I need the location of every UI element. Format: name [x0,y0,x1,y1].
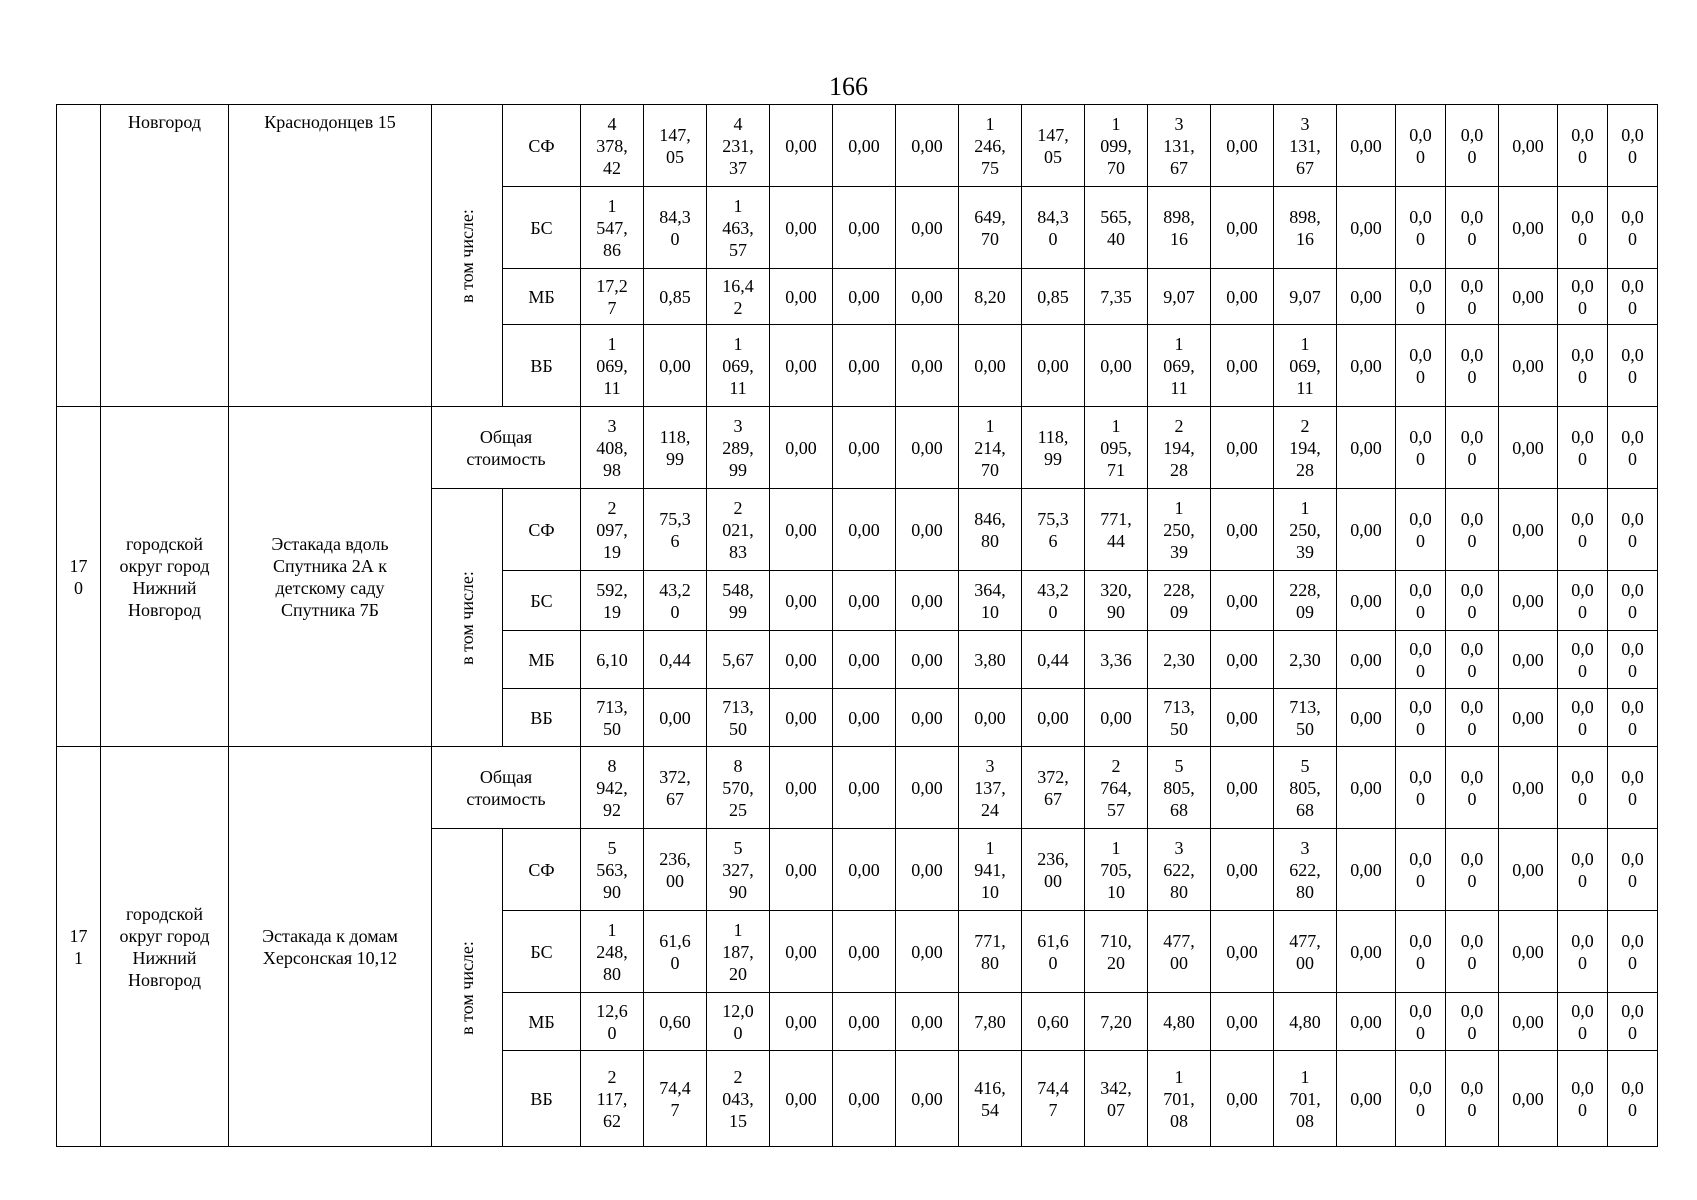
value-cell: 12,0 0 [707,993,770,1051]
value-cell: 75,3 6 [1022,489,1085,571]
value-cell: 0,0 0 [1446,269,1499,325]
value-cell: 0,00 [896,993,959,1051]
table-row [57,747,1658,829]
value-cell: 0,00 [1211,1051,1274,1147]
value-cell: 0,0 0 [1396,269,1446,325]
value-cell: 8 942, 92 [581,747,644,829]
value-cell: 0,00 [770,829,833,911]
value-cell: 710, 20 [1085,911,1148,993]
value-cell: 4 378, 42 [581,105,644,187]
value-cell: 3 131, 67 [1148,105,1211,187]
value-cell: 846, 80 [959,489,1022,571]
value-cell: 7,20 [1085,993,1148,1051]
value-cell: 0,00 [770,489,833,571]
value-cell: 477, 00 [1274,911,1337,993]
value-cell: 0,00 [833,631,896,689]
value-cell: 0,0 0 [1608,489,1658,571]
value-cell: 84,3 0 [644,187,707,269]
value-cell: 0,00 [1337,325,1396,407]
total-cost-label: Общая стоимость [432,747,581,829]
value-cell: 147, 05 [1022,105,1085,187]
value-cell: 9,07 [1148,269,1211,325]
value-cell: 0,0 0 [1446,325,1499,407]
value-cell: 0,0 0 [1608,325,1658,407]
value-cell: 0,0 0 [1558,187,1608,269]
funding-source-label: СФ [503,105,581,187]
value-cell: 0,85 [1022,269,1085,325]
value-cell: 118, 99 [1022,407,1085,489]
value-cell: 0,00 [1337,993,1396,1051]
value-cell: 0,00 [833,269,896,325]
value-cell: 0,0 0 [1558,269,1608,325]
value-cell: 0,0 0 [1608,911,1658,993]
funding-source-label: ВБ [503,1051,581,1147]
value-cell: 3,36 [1085,631,1148,689]
value-cell: 0,00 [896,631,959,689]
value-cell: 0,44 [1022,631,1085,689]
value-cell: 0,00 [1211,571,1274,631]
value-cell: 0,0 0 [1558,631,1608,689]
value-cell: 1 248, 80 [581,911,644,993]
value-cell: 0,85 [644,269,707,325]
value-cell: 1 246, 75 [959,105,1022,187]
value-cell: 0,0 0 [1396,489,1446,571]
value-cell: 0,00 [833,689,896,747]
value-cell: 2 097, 19 [581,489,644,571]
value-cell: 1 069, 11 [1148,325,1211,407]
value-cell: 0,00 [1211,689,1274,747]
value-cell: 2 043, 15 [707,1051,770,1147]
value-cell: 1 250, 39 [1148,489,1211,571]
value-cell: 0,00 [1337,829,1396,911]
value-cell: 0,0 0 [1446,489,1499,571]
value-cell: 0,00 [833,489,896,571]
value-cell: 0,00 [770,407,833,489]
value-cell: 771, 44 [1085,489,1148,571]
value-cell: 0,0 0 [1558,325,1608,407]
value-cell: 0,00 [1211,407,1274,489]
value-cell: 0,44 [644,631,707,689]
value-cell: 147, 05 [644,105,707,187]
value-cell: 0,00 [1499,631,1558,689]
district-cell: городской округ город Нижний Новгород [101,407,229,747]
value-cell: 0,00 [1499,993,1558,1051]
value-cell: 0,0 0 [1446,689,1499,747]
value-cell: 0,00 [770,993,833,1051]
value-cell: 7,80 [959,993,1022,1051]
value-cell: 74,4 7 [1022,1051,1085,1147]
in-total-vertical-label [432,489,503,747]
value-cell: 0,00 [1337,187,1396,269]
value-cell: 0,0 0 [1396,631,1446,689]
value-cell: 6,10 [581,631,644,689]
value-cell: 0,00 [1499,105,1558,187]
value-cell: 0,00 [1337,631,1396,689]
value-cell: 0,00 [896,407,959,489]
value-cell: 0,00 [833,993,896,1051]
page-number: 166 [829,72,868,101]
value-cell: 0,0 0 [1608,993,1658,1051]
funding-source-label: МБ [503,993,581,1051]
value-cell: 0,00 [1022,325,1085,407]
value-cell: 0,0 0 [1446,407,1499,489]
value-cell: 0,0 0 [1558,747,1608,829]
value-cell: 1 941, 10 [959,829,1022,911]
value-cell: 416, 54 [959,1051,1022,1147]
value-cell: 0,00 [770,269,833,325]
value-cell: 713, 50 [1274,689,1337,747]
value-cell: 0,00 [1337,571,1396,631]
value-cell: 0,0 0 [1558,407,1608,489]
value-cell: 898, 16 [1274,187,1337,269]
value-cell: 3 137, 24 [959,747,1022,829]
value-cell: 0,00 [833,911,896,993]
value-cell: 12,6 0 [581,993,644,1051]
value-cell: 0,0 0 [1558,105,1608,187]
value-cell: 1 099, 70 [1085,105,1148,187]
funding-source-label: БС [503,571,581,631]
object-name-cell: Эстакада вдоль Спутника 2А к детскому саду Спутника 7Б [229,407,432,747]
value-cell: 0,00 [896,105,959,187]
value-cell: 0,00 [896,187,959,269]
value-cell: 228, 09 [1148,571,1211,631]
in-total-label-text: в том числе: [457,940,477,1035]
value-cell: 0,0 0 [1396,571,1446,631]
value-cell: 4 231, 37 [707,105,770,187]
value-cell: 0,00 [770,105,833,187]
in-total-vertical-label [432,829,503,1147]
value-cell: 0,0 0 [1446,829,1499,911]
value-cell: 713, 50 [707,689,770,747]
value-cell: 0,00 [1211,269,1274,325]
value-cell: 84,3 0 [1022,187,1085,269]
value-cell: 320, 90 [1085,571,1148,631]
value-cell: 0,0 0 [1608,631,1658,689]
value-cell: 0,00 [770,689,833,747]
value-cell: 0,0 0 [1446,105,1499,187]
value-cell: 0,00 [1499,911,1558,993]
value-cell: 0,0 0 [1608,407,1658,489]
value-cell: 0,0 0 [1608,1051,1658,1147]
value-cell: 0,00 [1211,489,1274,571]
value-cell: 0,0 0 [1608,105,1658,187]
value-cell: 0,0 0 [1558,571,1608,631]
value-cell: 16,4 2 [707,269,770,325]
funding-source-label: ВБ [503,325,581,407]
value-cell: 0,00 [1337,489,1396,571]
value-cell: 0,00 [770,325,833,407]
value-cell: 771, 80 [959,911,1022,993]
value-cell: 0,0 0 [1446,571,1499,631]
object-name-cell: Эстакада к домам Херсонская 10,12 [229,747,432,1147]
value-cell: 898, 16 [1148,187,1211,269]
value-cell: 649, 70 [959,187,1022,269]
funding-source-label: СФ [503,489,581,571]
value-cell: 0,00 [1337,269,1396,325]
value-cell: 1 250, 39 [1274,489,1337,571]
value-cell: 5,67 [707,631,770,689]
value-cell: 3 289, 99 [707,407,770,489]
value-cell: 713, 50 [581,689,644,747]
value-cell: 118, 99 [644,407,707,489]
value-cell: 0,0 0 [1396,747,1446,829]
value-cell: 0,00 [833,1051,896,1147]
total-cost-label: Общая стоимость [432,407,581,489]
value-cell: 0,00 [959,689,1022,747]
value-cell: 0,00 [1499,187,1558,269]
district-cell: Новгород [101,105,229,407]
value-cell: 0,0 0 [1396,689,1446,747]
value-cell: 0,0 0 [1446,631,1499,689]
value-cell: 0,60 [1022,993,1085,1051]
row-number: 17 1 [57,747,101,1147]
value-cell: 3 131, 67 [1274,105,1337,187]
value-cell: 0,00 [1211,325,1274,407]
value-cell: 477, 00 [1148,911,1211,993]
funding-source-label: БС [503,187,581,269]
value-cell: 0,0 0 [1446,993,1499,1051]
value-cell: 0,0 0 [1558,1051,1608,1147]
value-cell: 0,00 [1211,105,1274,187]
value-cell: 0,0 0 [1608,187,1658,269]
value-cell: 0,0 0 [1446,747,1499,829]
value-cell: 0,0 0 [1396,325,1446,407]
row-number [57,105,101,407]
funding-source-label: БС [503,911,581,993]
value-cell: 1 069, 11 [581,325,644,407]
value-cell: 0,0 0 [1446,911,1499,993]
value-cell: 0,0 0 [1558,489,1608,571]
value-cell: 0,0 0 [1396,187,1446,269]
object-name-cell: Краснодонцев 15 [229,105,432,407]
value-cell: 364, 10 [959,571,1022,631]
value-cell: 565, 40 [1085,187,1148,269]
value-cell: 0,00 [1211,993,1274,1051]
value-cell: 0,00 [833,747,896,829]
value-cell: 0,00 [896,571,959,631]
value-cell: 0,00 [833,407,896,489]
value-cell: 0,00 [1085,325,1148,407]
value-cell: 0,00 [896,489,959,571]
value-cell: 43,2 0 [644,571,707,631]
value-cell: 0,00 [896,911,959,993]
value-cell: 0,0 0 [1446,1051,1499,1147]
value-cell: 0,0 0 [1396,911,1446,993]
value-cell: 1 095, 71 [1085,407,1148,489]
value-cell: 0,00 [770,571,833,631]
value-cell: 0,0 0 [1608,747,1658,829]
value-cell: 0,00 [833,187,896,269]
value-cell: 0,00 [896,269,959,325]
value-cell: 1 547, 86 [581,187,644,269]
value-cell: 0,00 [1499,325,1558,407]
value-cell: 0,00 [1337,911,1396,993]
value-cell: 0,0 0 [1396,1051,1446,1147]
value-cell: 0,60 [644,993,707,1051]
value-cell: 3 408, 98 [581,407,644,489]
value-cell: 0,00 [833,829,896,911]
value-cell: 0,0 0 [1608,571,1658,631]
value-cell: 0,00 [1499,269,1558,325]
value-cell: 2 194, 28 [1274,407,1337,489]
value-cell: 372, 67 [644,747,707,829]
value-cell: 0,0 0 [1558,911,1608,993]
table-row [57,407,1658,489]
value-cell: 4,80 [1148,993,1211,1051]
district-cell: городской округ город Нижний Новгород [101,747,229,1147]
value-cell: 1 463, 57 [707,187,770,269]
value-cell: 74,4 7 [644,1051,707,1147]
value-cell: 0,00 [770,911,833,993]
value-cell: 0,00 [770,747,833,829]
in-total-label-text: в том числе: [457,570,477,665]
value-cell: 0,00 [1499,407,1558,489]
funding-source-label: ВБ [503,689,581,747]
value-cell: 0,00 [1211,187,1274,269]
value-cell: 0,00 [770,1051,833,1147]
value-cell: 0,00 [1211,631,1274,689]
value-cell: 8 570, 25 [707,747,770,829]
value-cell: 2 764, 57 [1085,747,1148,829]
value-cell: 1 705, 10 [1085,829,1148,911]
funding-source-label: МБ [503,631,581,689]
value-cell: 0,00 [1337,407,1396,489]
value-cell: 228, 09 [1274,571,1337,631]
value-cell: 0,00 [896,325,959,407]
value-cell: 0,00 [833,325,896,407]
value-cell: 4,80 [1274,993,1337,1051]
value-cell: 75,3 6 [644,489,707,571]
value-cell: 0,00 [896,689,959,747]
value-cell: 0,00 [1022,689,1085,747]
budget-table [56,104,1658,1147]
value-cell: 0,00 [1211,747,1274,829]
value-cell: 0,0 0 [1396,829,1446,911]
value-cell: 0,00 [1085,689,1148,747]
value-cell: 5 805, 68 [1148,747,1211,829]
value-cell: 3 622, 80 [1148,829,1211,911]
value-cell: 0,00 [1499,689,1558,747]
value-cell: 5 563, 90 [581,829,644,911]
funding-source-label: МБ [503,269,581,325]
value-cell: 0,00 [644,689,707,747]
value-cell: 713, 50 [1148,689,1211,747]
value-cell: 0,00 [896,747,959,829]
value-cell: 0,0 0 [1396,407,1446,489]
value-cell: 0,00 [1211,911,1274,993]
value-cell: 3 622, 80 [1274,829,1337,911]
value-cell: 1 701, 08 [1274,1051,1337,1147]
value-cell: 0,0 0 [1558,689,1608,747]
value-cell: 0,0 0 [1396,105,1446,187]
value-cell: 2 021, 83 [707,489,770,571]
value-cell: 17,2 7 [581,269,644,325]
value-cell: 9,07 [1274,269,1337,325]
value-cell: 0,00 [1499,1051,1558,1147]
value-cell: 2,30 [1148,631,1211,689]
value-cell: 1 069, 11 [707,325,770,407]
value-cell: 0,00 [1499,489,1558,571]
table-row [57,105,1658,187]
value-cell: 61,6 0 [1022,911,1085,993]
value-cell: 1 069, 11 [1274,325,1337,407]
value-cell: 0,00 [833,105,896,187]
row-number: 17 0 [57,407,101,747]
value-cell: 0,00 [1211,829,1274,911]
value-cell: 5 327, 90 [707,829,770,911]
value-cell: 43,2 0 [1022,571,1085,631]
value-cell: 0,00 [1499,747,1558,829]
value-cell: 0,0 0 [1446,187,1499,269]
value-cell: 236, 00 [1022,829,1085,911]
value-cell: 342, 07 [1085,1051,1148,1147]
value-cell: 1 187, 20 [707,911,770,993]
value-cell: 0,00 [833,571,896,631]
value-cell: 0,00 [959,325,1022,407]
value-cell: 2 194, 28 [1148,407,1211,489]
value-cell: 0,00 [1337,747,1396,829]
value-cell: 0,0 0 [1608,829,1658,911]
value-cell: 2,30 [1274,631,1337,689]
value-cell: 0,00 [1337,1051,1396,1147]
value-cell: 3,80 [959,631,1022,689]
value-cell: 0,00 [1499,829,1558,911]
value-cell: 372, 67 [1022,747,1085,829]
value-cell: 61,6 0 [644,911,707,993]
value-cell: 548, 99 [707,571,770,631]
value-cell: 2 117, 62 [581,1051,644,1147]
value-cell: 0,00 [896,829,959,911]
value-cell: 0,00 [644,325,707,407]
value-cell: 0,00 [1337,689,1396,747]
value-cell: 236, 00 [644,829,707,911]
in-total-label-text: в том числе: [457,208,477,303]
value-cell: 0,00 [770,631,833,689]
value-cell: 0,00 [1499,571,1558,631]
value-cell: 0,0 0 [1396,993,1446,1051]
value-cell: 0,00 [1337,105,1396,187]
value-cell: 5 805, 68 [1274,747,1337,829]
value-cell: 0,0 0 [1608,689,1658,747]
value-cell: 8,20 [959,269,1022,325]
value-cell: 0,0 0 [1558,993,1608,1051]
in-total-vertical-label [432,105,503,407]
value-cell: 0,00 [770,187,833,269]
value-cell: 0,0 0 [1608,269,1658,325]
value-cell: 1 214, 70 [959,407,1022,489]
value-cell: 7,35 [1085,269,1148,325]
value-cell: 0,00 [896,1051,959,1147]
value-cell: 1 701, 08 [1148,1051,1211,1147]
value-cell: 0,0 0 [1558,829,1608,911]
funding-source-label: СФ [503,829,581,911]
value-cell: 592, 19 [581,571,644,631]
